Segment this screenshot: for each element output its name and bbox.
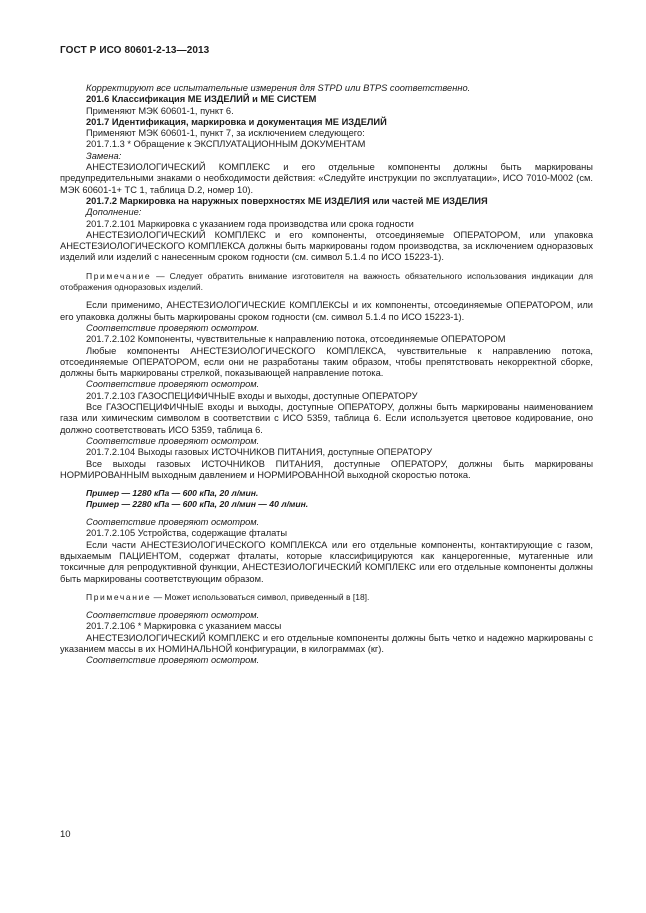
note-label: Примечание <box>86 270 152 281</box>
paragraph: 201.7.2.102 Компоненты, чувствительные к направлению потока, отсоединяемые ОПЕРАТОРОМ <box>86 334 506 345</box>
paragraph: Соответствие проверяют осмотром. <box>86 435 260 446</box>
example: Пример — 2280 кПа — 600 кПа, 20 л/мин — 40 л/мин. <box>86 499 309 510</box>
paragraph: Соответствие проверяют осмотром. <box>86 322 260 333</box>
paragraph: 201.7.2.101 Маркировка с указанием года производства или срока годности <box>86 218 414 229</box>
paragraph: 201.7.2.103 ГАЗОСПЕЦИФИЧНЫЕ входы и выходы, доступные ОПЕРАТОРУ <box>86 390 418 401</box>
paragraph: АНЕСТЕЗИОЛОГИЧЕСКИЙ КОМПЛЕКС и его отдельные компоненты должны быть маркированы предупредительными знаками о необходимости действия: «Следуйте инструкции по эксплуатации», ИСО 7010-M002 (см. МЭК 60601-1+ ТС 1, таблица D.2, номер 10). <box>60 162 593 195</box>
paragraph: Дополнение: <box>86 207 142 218</box>
paragraph: Любые компоненты АНЕСТЕЗИОЛОГИЧЕСКОГО КОМПЛЕКСА, чувствительные к направлению потока, отсоединяемые ОПЕРАТОРОМ, если они не разработаны таким образом, чтобы препятствовать некорректной сборке, должны быть маркированы стрелкой, показывающей направление потока. <box>60 345 593 379</box>
note-text: — Следует обратить внимание изготовителя на важность обязательного использования индикации для отображения одноразовых изделий. <box>60 270 593 293</box>
paragraph: Соответствие проверяют осмотром. <box>86 610 260 621</box>
paragraph: Соответствие проверяют осмотром. <box>86 517 260 528</box>
section-heading: 201.7.2 Маркировка на наружных поверхностях ME ИЗДЕЛИЯ или частей ME ИЗДЕЛИЯ <box>86 195 488 206</box>
paragraph: Применяют МЭК 60601-1, пункт 6. <box>86 105 234 116</box>
paragraph: 201.7.1.3 * Обращение к ЭКСПЛУАТАЦИОННЫМ ДОКУМЕНТАМ <box>86 139 366 150</box>
paragraph: Соответствие проверяют осмотром. <box>86 379 260 390</box>
paragraph: Все выходы газовых ИСТОЧНИКОВ ПИТАНИЯ, доступные ОПЕРАТОРУ, должны быть маркированы НОРМИРОВАННЫМ выходным давлением и НОРМИРОВАННОЙ выходной скоростью потока. <box>60 458 593 480</box>
paragraph: 201.7.2.104 Выходы газовых ИСТОЧНИКОВ ПИТАНИЯ, доступные ОПЕРАТОРУ <box>86 447 433 458</box>
paragraph: Соответствие проверяют осмотром. <box>86 655 260 666</box>
paragraph: 201.7.2.105 Устройства, содержащие фталаты <box>86 528 288 539</box>
paragraph: 201.7.2.106 * Маркировка с указанием массы <box>86 621 282 632</box>
note-text: — Может использоваться символ, приведенный в [18]. <box>151 591 370 602</box>
section-heading: 201.7 Идентификация, маркировка и документация ME ИЗДЕЛИЙ <box>86 116 387 127</box>
note <box>60 271 593 294</box>
page-number: 10 <box>60 829 71 840</box>
section-heading: 201.6 Классификация ME ИЗДЕЛИЙ и ME СИСТЕМ <box>86 94 317 105</box>
paragraph: Все ГАЗОСПЕЦИФИЧНЫЕ входы и выходы, доступные ОПЕРАТОРУ, должны быть маркированы наименованием газа или химическим символом в соответствии с ИСО 5359, таблица 6. Если используется цветовое кодирование, оно должно соответствовать ИСО 5359, таблица 6. <box>60 402 593 435</box>
note <box>60 592 593 603</box>
paragraph: Корректируют все испытательные измерения для STPD или BTPS соответственно. <box>86 83 471 93</box>
example: Пример — 1280 кПа — 600 кПа, 20 л/мин. <box>86 488 259 499</box>
paragraph: Если применимо, АНЕСТЕЗИОЛОГИЧЕСКИЕ КОМПЛЕКСЫ и их компоненты, отсоединяемые ОПЕРАТОРОМ, или его упаковка должны быть маркированы сроком годности (см. символ 5.1.4 по ИСО 15223-1). <box>60 300 593 322</box>
paragraph: Если части АНЕСТЕЗИОЛОГИЧЕСКОГО КОМПЛЕКСА или его отдельные компоненты, контактирующие с газом, вдыхаемым ПАЦИЕНТОМ, содержат фталаты, которые классифицируются как канцерогенные, мутагенные или токсичные для репродуктивной функции, АНЕСТЕЗИОЛОГИЧЕСКИЙ КОМПЛЕКС или его отдельные компоненты должны быть маркированы соответствующим образом. <box>60 539 593 584</box>
paragraph: АНЕСТЕЗИОЛОГИЧЕСКИЙ КОМПЛЕКС и его компоненты, отсоединяемые ОПЕРАТОРОМ, или упаковка АНЕСТЕЗИОЛОГИЧЕСКОГО КОМПЛЕКСА должны быть маркированы годом производства, за исключением одноразовых изделий или изделий с нанесенным сроком годности (см. символ 5.1.4 по ИСО 15223-1). <box>60 229 593 263</box>
note-label: Примечание <box>86 591 152 602</box>
paragraph: Применяют МЭК 60601-1, пункт 7, за исключением следующего: <box>86 128 365 139</box>
document-body <box>60 83 593 667</box>
document-header: ГОСТ Р ИСО 80601-2-13—2013 <box>60 45 210 56</box>
paragraph: АНЕСТЕЗИОЛОГИЧЕСКИЙ КОМПЛЕКС и его отдельные компоненты должны быть четко и надежно маркированы с указанием массы в их НОМИНАЛЬНОЙ конфигурации, в килограммах (кг). <box>60 632 593 655</box>
paragraph: Замена: <box>86 150 122 161</box>
